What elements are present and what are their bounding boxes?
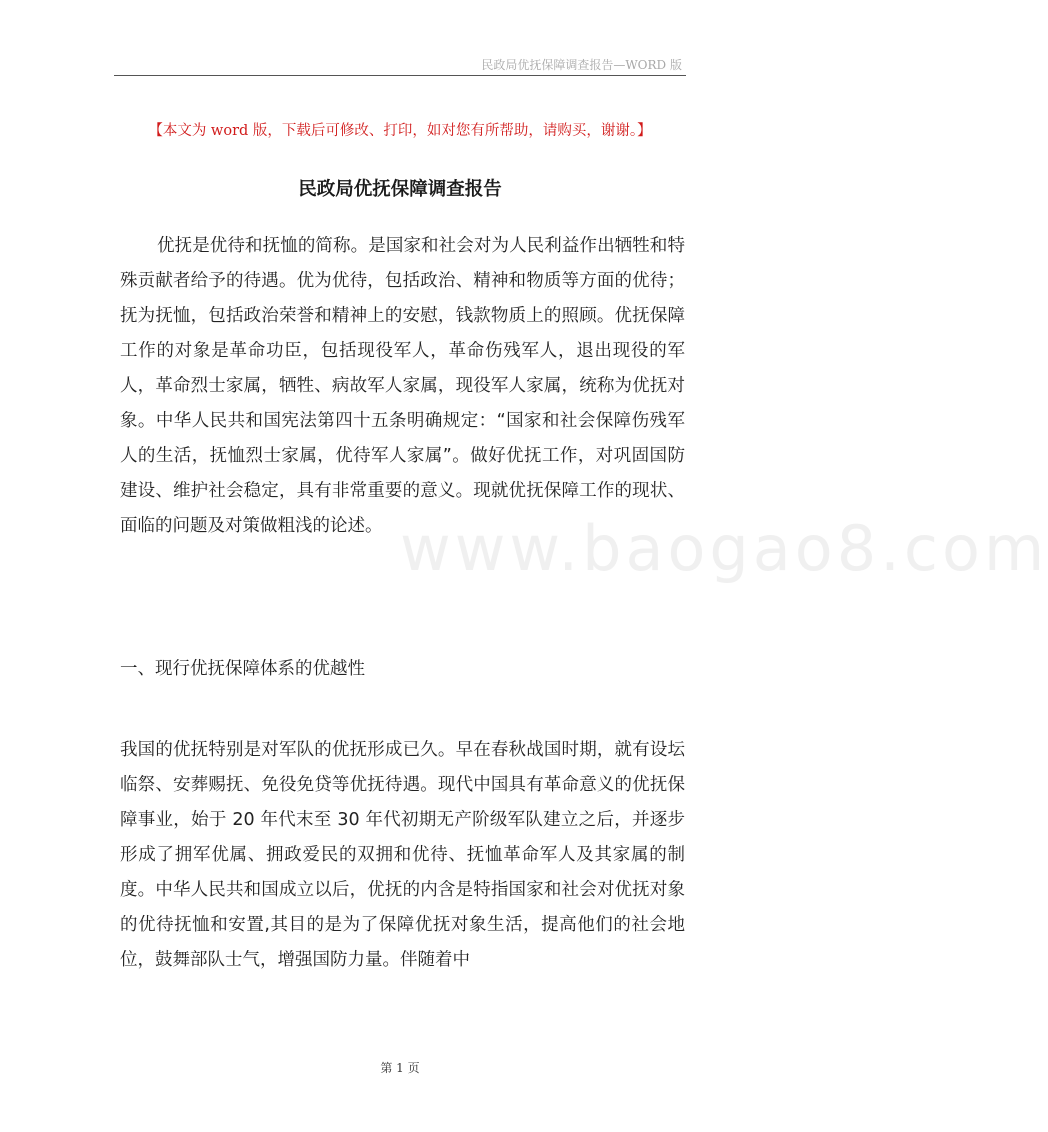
watermark: www.baogao8.com	[400, 512, 1048, 585]
document-title: 民政局优抚保障调查报告	[298, 179, 502, 200]
section-heading: 一、现行优抚保障体系的优越性	[120, 659, 365, 679]
section-paragraph: 我国的优抚特别是对军队的优抚形成已久。早在春秋战国时期，就有设坛临祭、安葬赐抚、免役免贷等优抚待遇。现代中国具有革命意义的优抚保障事业，始于 20 年代末至 30 年代初期无产阶级军队建立之后，并逐步形成了拥军优属、拥政爱民的双拥和优待、抚恤革命军人及其家属的制度。中华人民共和国成立以后，优抚的内含是特指国家和社会对优抚对象的优待抚恤和安置,其目的是为了保障优抚对象生活，提高他们的社会地位，鼓舞部队士气，增强国防力量。伴随着中	[120, 740, 685, 970]
page-number: 第 1 页	[380, 1061, 420, 1075]
running-header: 民政局优抚保障调查报告—WORD 版	[481, 58, 682, 72]
download-notice: 【本文为 word 版，下载后可修改、打印，如对您有所帮助，请购买，谢谢。】	[148, 123, 652, 139]
intro-paragraph: 优抚是优待和抚恤的简称。是国家和社会对为人民利益作出牺牲和特殊贡献者给予的待遇。优为优待，包括政治、精神和物质等方面的优待；抚为抚恤，包括政治荣誉和精神上的安慰，钱款物质上的照顾。优抚保障工作的对象是革命功臣，包括现役军人，革命伤残军人，退出现役的军人，革命烈士家属，牺牲、病故军人家属，现役军人家属，统称为优抚对象。中华人民共和国宪法第四十五条明确规定：“国家和社会保障伤残军人的生活，抚恤烈士家属，优待军人家属”。做好优抚工作，对巩固国防建设、维护社会稳定，具有非常重要的意义。现就优抚保障工作的现状、面临的问题及对策做粗浅的论述。	[120, 236, 685, 536]
header-divider	[114, 75, 686, 76]
